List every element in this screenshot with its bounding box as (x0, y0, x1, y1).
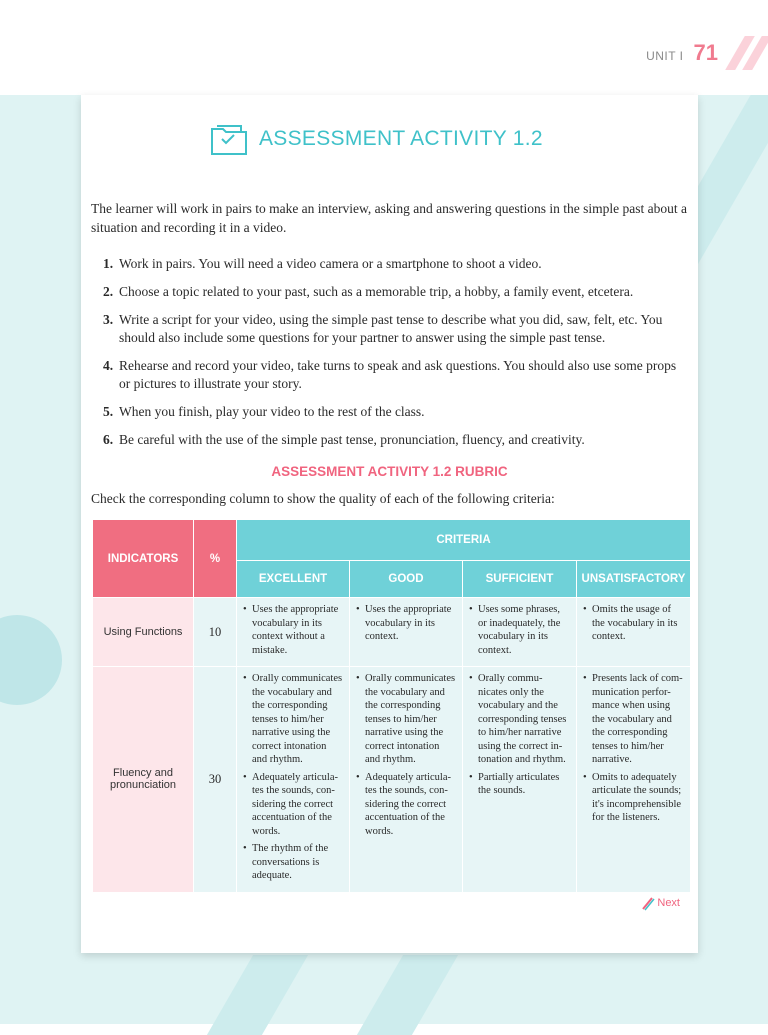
activity-title-row (209, 119, 543, 159)
cell-excellent (237, 598, 350, 667)
list-item: • Omits the usage of the vocabulary in its context. (583, 603, 684, 644)
step-text: Be careful with the use of the simple past tense, pronunciation, fluency, and creativity. (119, 432, 585, 447)
indicator-percent: 10 (194, 598, 237, 667)
header-excellent: EXCELLENT (237, 561, 350, 598)
list-item: • Orally commu-nicates only the vocabulary and the corresponding tenses to him/her narrative using the correct in-tonation and rhythm. (469, 672, 570, 767)
list-item: • The rhythm of the conversations is adequate. (243, 842, 343, 883)
list-item (91, 357, 687, 393)
content-card (81, 95, 698, 953)
list-item: • Partially articulates the sounds. (469, 771, 570, 798)
table-row (93, 667, 691, 893)
page-header (646, 40, 718, 66)
list-item (91, 283, 687, 301)
cell-excellent (237, 667, 350, 893)
activity-title: ASSESSMENT ACTIVITY 1.2 (259, 127, 543, 150)
cell-sufficient (463, 598, 577, 667)
header-sufficient: SUFFICIENT (463, 561, 577, 598)
list-item: • Uses the appropriate vocabulary in its context. (356, 603, 456, 644)
list-item (91, 431, 687, 449)
step-number: 2. (103, 284, 114, 299)
cell-good (350, 598, 463, 667)
header-unsatisfactory: UNSATISFACTORY (577, 561, 691, 598)
step-text: Choose a topic related to your past, such as a memorable trip, a hobby, a family event, etcetera. (119, 284, 634, 299)
cell-sufficient (463, 667, 577, 893)
indicator-percent: 30 (194, 667, 237, 893)
activity-steps (91, 255, 687, 459)
indicator-label: Fluency and pronunciation (93, 667, 194, 893)
cell-unsatisfactory (577, 667, 691, 893)
page-number: 71 (693, 40, 718, 65)
step-text: Work in pairs. You will need a video camera or a smartphone to shoot a video. (119, 256, 542, 271)
unit-label: UNIT I (646, 49, 684, 63)
cell-unsatisfactory (577, 598, 691, 667)
table-row (93, 598, 691, 667)
step-number: 1. (103, 256, 114, 271)
header-good: GOOD (350, 561, 463, 598)
step-text: When you finish, play your video to the rest of the class. (119, 404, 425, 419)
list-item: • Orally communicates the vocabulary and the corresponding tenses to him/her narrative using the correct intonation and rhythm. (356, 672, 456, 767)
list-item: • Orally communicates the vocabulary and the corresponding tenses to him/her narrative using the correct intonation and rhythm. (243, 672, 343, 767)
step-number: 6. (103, 432, 114, 447)
step-number: 3. (103, 312, 114, 327)
next-label: Next (657, 897, 680, 909)
step-number: 5. (103, 404, 114, 419)
rubric-title: ASSESSMENT ACTIVITY 1.2 RUBRIC (271, 464, 508, 479)
header-criteria: CRITERIA (237, 520, 691, 561)
next-link[interactable] (641, 895, 680, 911)
activity-intro: The learner will work in pairs to make an interview, asking and answering questions in the simple past about a situation and recording it in a video. (91, 201, 687, 235)
rubric-table (92, 519, 691, 893)
folder-icon (209, 119, 249, 159)
list-item (91, 403, 687, 421)
list-item: • Presents lack of com-munication perfor-mance when using the vocabulary and the corresponding tenses to him/her narrative. (583, 672, 684, 767)
list-item: • Adequately articula-tes the sounds, con-sidering the correct accentuation of the words. (243, 771, 343, 839)
list-item (91, 311, 687, 347)
cell-good (350, 667, 463, 893)
step-text: Write a script for your video, using the simple past tense to describe what you did, saw, felt, etc. You should also include some questions for your partner to answer using the simple past tense. (119, 312, 663, 345)
step-text: Rehearse and record your video, take turns to speak and ask questions. You should also use some props or pictures to illustrate your story. (119, 358, 677, 391)
indicator-label: Using Functions (93, 598, 194, 667)
list-item: • Omits to adequately articulate the sounds; it's incomprehensible for the listeners. (583, 771, 684, 825)
header-percent: % (194, 520, 237, 598)
list-item: • Uses the appropriate vocabulary in its context without a mistake. (243, 603, 343, 657)
header-indicators: INDICATORS (93, 520, 194, 598)
rubric-intro: Check the corresponding column to show the quality of each of the following criteria: (91, 491, 555, 506)
pencil-icon (641, 895, 655, 911)
step-number: 4. (103, 358, 114, 373)
list-item: • Uses some phrases, or inadequately, the vocabulary in its context. (469, 603, 570, 657)
list-item (91, 255, 687, 273)
list-item: • Adequately articula-tes the sounds, con-sidering the correct accentuation of the words. (356, 771, 456, 839)
